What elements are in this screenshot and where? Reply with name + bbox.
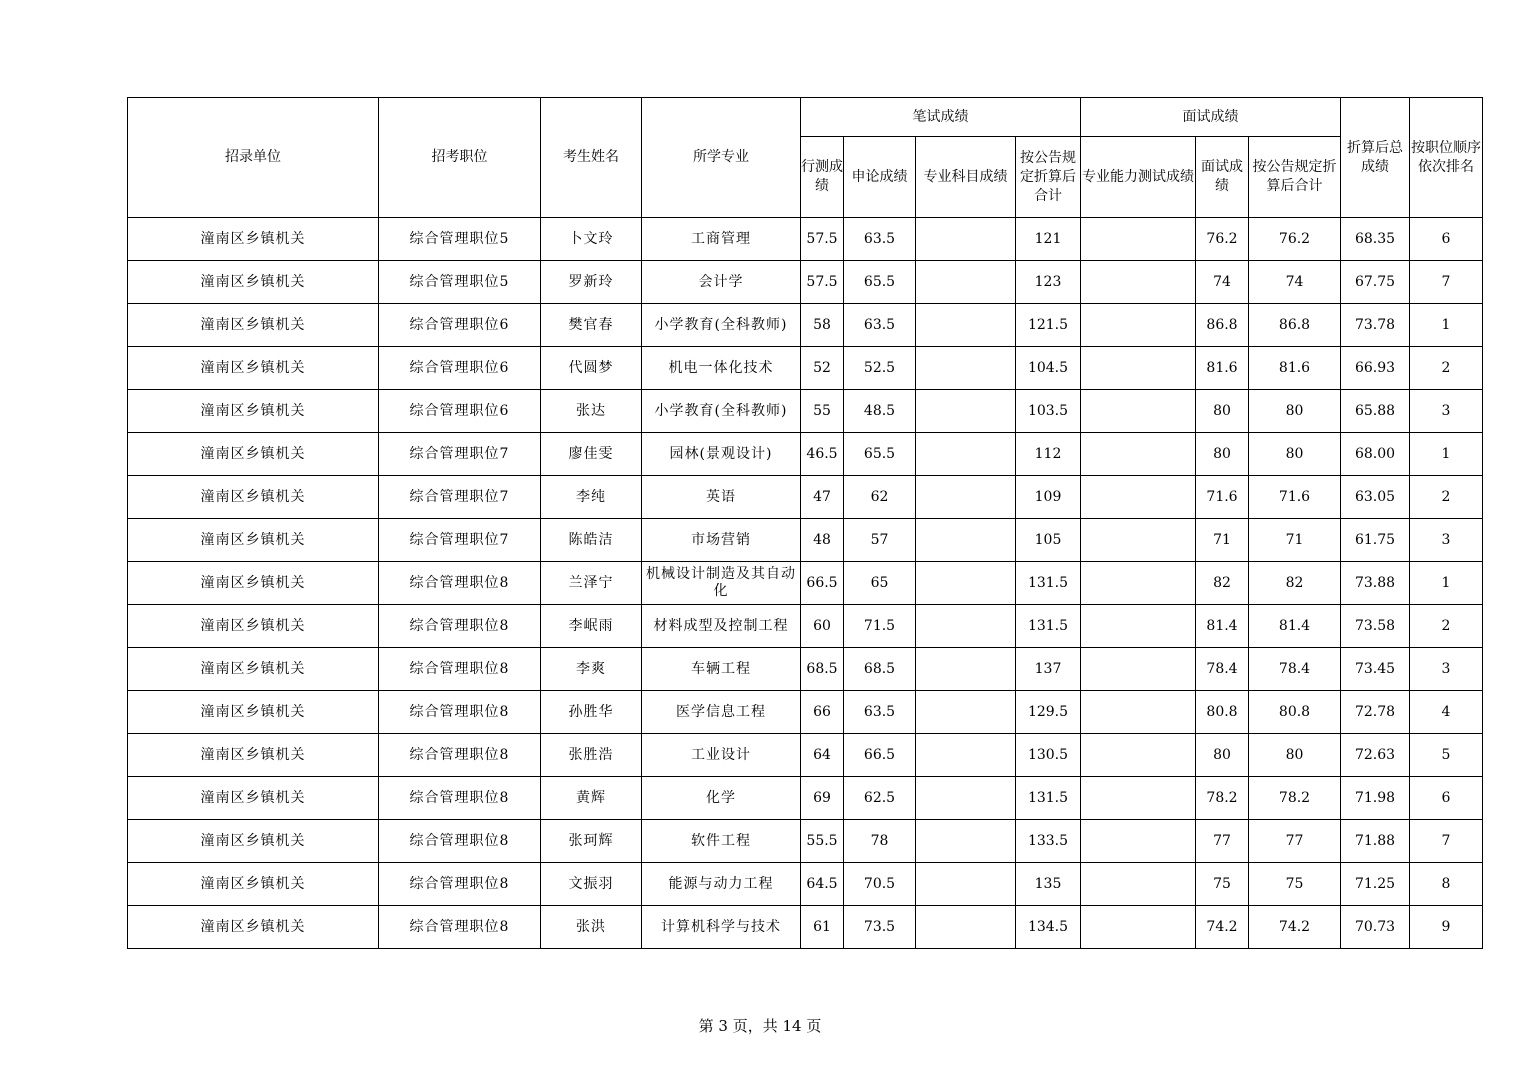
position-cell: 综合管理职位8 [379, 734, 541, 777]
subject-cell [916, 304, 1016, 347]
header-interview: 面试成绩 [1196, 137, 1249, 218]
interview-total-cell: 81.6 [1249, 347, 1341, 390]
name-cell: 代圆梦 [541, 347, 642, 390]
xingce-cell: 57.5 [801, 218, 844, 261]
table-row [128, 777, 1483, 820]
final-total-cell: 71.98 [1341, 777, 1410, 820]
ability-cell [1081, 906, 1196, 949]
header-interview-group: 面试成绩 [1081, 98, 1341, 137]
header-name: 考生姓名 [541, 98, 642, 218]
shenlun-cell: 63.5 [844, 691, 916, 734]
interview-cell: 77 [1196, 820, 1249, 863]
final-total-cell: 68.00 [1341, 433, 1410, 476]
ability-cell [1081, 863, 1196, 906]
rank-cell: 8 [1410, 863, 1483, 906]
written-total-cell: 131.5 [1016, 777, 1081, 820]
position-cell: 综合管理职位8 [379, 562, 541, 605]
header-unit: 招录单位 [128, 98, 379, 218]
written-total-cell: 135 [1016, 863, 1081, 906]
interview-total-cell: 71 [1249, 519, 1341, 562]
unit-cell: 潼南区乡镇机关 [128, 218, 379, 261]
interview-cell: 78.4 [1196, 648, 1249, 691]
score-rows [128, 218, 1483, 949]
shenlun-cell: 52.5 [844, 347, 916, 390]
table-row [128, 820, 1483, 863]
subject-cell [916, 777, 1016, 820]
major-cell: 工商管理 [642, 218, 801, 261]
major-cell: 工业设计 [642, 734, 801, 777]
shenlun-cell: 78 [844, 820, 916, 863]
name-cell: 李爽 [541, 648, 642, 691]
final-total-cell: 73.45 [1341, 648, 1410, 691]
header-ability: 专业能力测试成绩 [1081, 137, 1196, 218]
subject-cell [916, 605, 1016, 648]
table-row [128, 261, 1483, 304]
header-major: 所学专业 [642, 98, 801, 218]
position-cell: 综合管理职位7 [379, 476, 541, 519]
interview-cell: 75 [1196, 863, 1249, 906]
table-row [128, 304, 1483, 347]
table-row [128, 347, 1483, 390]
subject-cell [916, 261, 1016, 304]
ability-cell [1081, 519, 1196, 562]
final-total-cell: 71.25 [1341, 863, 1410, 906]
interview-cell: 74 [1196, 261, 1249, 304]
unit-cell: 潼南区乡镇机关 [128, 777, 379, 820]
xingce-cell: 60 [801, 605, 844, 648]
major-cell: 材料成型及控制工程 [642, 605, 801, 648]
interview-total-cell: 80 [1249, 433, 1341, 476]
name-cell: 廖佳雯 [541, 433, 642, 476]
header-xingce: 行测成绩 [801, 137, 844, 218]
written-total-cell: 131.5 [1016, 562, 1081, 605]
rank-cell: 5 [1410, 734, 1483, 777]
table-row [128, 691, 1483, 734]
name-cell: 张达 [541, 390, 642, 433]
header-interview-total: 按公告规定折算后合计 [1249, 137, 1341, 218]
major-cell: 计算机科学与技术 [642, 906, 801, 949]
xingce-cell: 61 [801, 906, 844, 949]
name-cell: 张洪 [541, 906, 642, 949]
position-cell: 综合管理职位6 [379, 390, 541, 433]
unit-cell: 潼南区乡镇机关 [128, 347, 379, 390]
final-total-cell: 61.75 [1341, 519, 1410, 562]
written-total-cell: 129.5 [1016, 691, 1081, 734]
rank-cell: 2 [1410, 476, 1483, 519]
rank-cell: 1 [1410, 433, 1483, 476]
written-total-cell: 103.5 [1016, 390, 1081, 433]
shenlun-cell: 70.5 [844, 863, 916, 906]
subject-cell [916, 863, 1016, 906]
name-cell: 李岷雨 [541, 605, 642, 648]
xingce-cell: 47 [801, 476, 844, 519]
interview-cell: 80 [1196, 734, 1249, 777]
position-cell: 综合管理职位8 [379, 863, 541, 906]
unit-cell: 潼南区乡镇机关 [128, 648, 379, 691]
final-total-cell: 71.88 [1341, 820, 1410, 863]
interview-cell: 86.8 [1196, 304, 1249, 347]
header-subject: 专业科目成绩 [916, 137, 1016, 218]
xingce-cell: 69 [801, 777, 844, 820]
final-total-cell: 73.58 [1341, 605, 1410, 648]
name-cell: 黄辉 [541, 777, 642, 820]
position-cell: 综合管理职位8 [379, 648, 541, 691]
interview-cell: 80.8 [1196, 691, 1249, 734]
interview-cell: 74.2 [1196, 906, 1249, 949]
major-cell: 小学教育(全科教师) [642, 304, 801, 347]
name-cell: 文振羽 [541, 863, 642, 906]
name-cell: 陈皓洁 [541, 519, 642, 562]
written-total-cell: 105 [1016, 519, 1081, 562]
xingce-cell: 58 [801, 304, 844, 347]
rank-cell: 3 [1410, 648, 1483, 691]
header-position: 招考职位 [379, 98, 541, 218]
unit-cell: 潼南区乡镇机关 [128, 519, 379, 562]
table-row [128, 863, 1483, 906]
interview-total-cell: 77 [1249, 820, 1341, 863]
interview-total-cell: 78.2 [1249, 777, 1341, 820]
ability-cell [1081, 476, 1196, 519]
ability-cell [1081, 562, 1196, 605]
unit-cell: 潼南区乡镇机关 [128, 906, 379, 949]
written-total-cell: 112 [1016, 433, 1081, 476]
shenlun-cell: 63.5 [844, 304, 916, 347]
name-cell: 兰泽宁 [541, 562, 642, 605]
final-total-cell: 72.63 [1341, 734, 1410, 777]
major-cell: 机电一体化技术 [642, 347, 801, 390]
final-total-cell: 73.78 [1341, 304, 1410, 347]
final-total-cell: 66.93 [1341, 347, 1410, 390]
subject-cell [916, 906, 1016, 949]
xingce-cell: 55 [801, 390, 844, 433]
xingce-cell: 55.5 [801, 820, 844, 863]
ability-cell [1081, 347, 1196, 390]
ability-cell [1081, 691, 1196, 734]
name-cell: 罗新玲 [541, 261, 642, 304]
xingce-cell: 46.5 [801, 433, 844, 476]
header-shenlun: 申论成绩 [844, 137, 916, 218]
name-cell: 张胜浩 [541, 734, 642, 777]
name-cell: 樊官春 [541, 304, 642, 347]
position-cell: 综合管理职位8 [379, 605, 541, 648]
rank-cell: 4 [1410, 691, 1483, 734]
rank-cell: 7 [1410, 261, 1483, 304]
rank-cell: 2 [1410, 605, 1483, 648]
written-total-cell: 121 [1016, 218, 1081, 261]
unit-cell: 潼南区乡镇机关 [128, 390, 379, 433]
position-cell: 综合管理职位6 [379, 304, 541, 347]
interview-total-cell: 78.4 [1249, 648, 1341, 691]
shenlun-cell: 57 [844, 519, 916, 562]
page-footer: 第 3 页，共 14 页 [698, 1017, 822, 1035]
rank-cell: 2 [1410, 347, 1483, 390]
position-cell: 综合管理职位8 [379, 777, 541, 820]
subject-cell [916, 519, 1016, 562]
major-cell: 园林(景观设计) [642, 433, 801, 476]
ability-cell [1081, 777, 1196, 820]
header-written-group: 笔试成绩 [801, 98, 1081, 137]
interview-total-cell: 81.4 [1249, 605, 1341, 648]
position-cell: 综合管理职位6 [379, 347, 541, 390]
ability-cell [1081, 390, 1196, 433]
interview-total-cell: 80 [1249, 390, 1341, 433]
unit-cell: 潼南区乡镇机关 [128, 691, 379, 734]
written-total-cell: 133.5 [1016, 820, 1081, 863]
position-cell: 综合管理职位5 [379, 218, 541, 261]
ability-cell [1081, 304, 1196, 347]
header-rank: 按职位顺序依次排名 [1410, 98, 1483, 218]
major-cell: 会计学 [642, 261, 801, 304]
interview-cell: 81.4 [1196, 605, 1249, 648]
rank-cell: 3 [1410, 519, 1483, 562]
written-total-cell: 109 [1016, 476, 1081, 519]
final-total-cell: 63.05 [1341, 476, 1410, 519]
name-cell: 张珂辉 [541, 820, 642, 863]
xingce-cell: 66 [801, 691, 844, 734]
written-total-cell: 104.5 [1016, 347, 1081, 390]
shenlun-cell: 68.5 [844, 648, 916, 691]
interview-total-cell: 86.8 [1249, 304, 1341, 347]
xingce-cell: 52 [801, 347, 844, 390]
interview-cell: 71 [1196, 519, 1249, 562]
written-total-cell: 131.5 [1016, 605, 1081, 648]
name-cell: 李纯 [541, 476, 642, 519]
final-total-cell: 67.75 [1341, 261, 1410, 304]
major-cell: 化学 [642, 777, 801, 820]
unit-cell: 潼南区乡镇机关 [128, 433, 379, 476]
interview-cell: 78.2 [1196, 777, 1249, 820]
table-row [128, 433, 1483, 476]
final-total-cell: 70.73 [1341, 906, 1410, 949]
header-written-total: 按公告规定折算后合计 [1016, 137, 1081, 218]
interview-total-cell: 75 [1249, 863, 1341, 906]
shenlun-cell: 66.5 [844, 734, 916, 777]
table-row [128, 648, 1483, 691]
major-cell: 能源与动力工程 [642, 863, 801, 906]
shenlun-cell: 48.5 [844, 390, 916, 433]
xingce-cell: 48 [801, 519, 844, 562]
position-cell: 综合管理职位5 [379, 261, 541, 304]
shenlun-cell: 62 [844, 476, 916, 519]
ability-cell [1081, 605, 1196, 648]
subject-cell [916, 691, 1016, 734]
ability-cell [1081, 218, 1196, 261]
rank-cell: 1 [1410, 304, 1483, 347]
shenlun-cell: 65.5 [844, 261, 916, 304]
name-cell: 卜文玲 [541, 218, 642, 261]
written-total-cell: 123 [1016, 261, 1081, 304]
interview-cell: 81.6 [1196, 347, 1249, 390]
subject-cell [916, 476, 1016, 519]
ability-cell [1081, 433, 1196, 476]
rank-cell: 9 [1410, 906, 1483, 949]
xingce-cell: 66.5 [801, 562, 844, 605]
written-total-cell: 137 [1016, 648, 1081, 691]
xingce-cell: 57.5 [801, 261, 844, 304]
rank-cell: 6 [1410, 218, 1483, 261]
unit-cell: 潼南区乡镇机关 [128, 562, 379, 605]
major-cell: 车辆工程 [642, 648, 801, 691]
shenlun-cell: 71.5 [844, 605, 916, 648]
unit-cell: 潼南区乡镇机关 [128, 605, 379, 648]
position-cell: 综合管理职位8 [379, 820, 541, 863]
interview-total-cell: 82 [1249, 562, 1341, 605]
major-cell: 医学信息工程 [642, 691, 801, 734]
subject-cell [916, 347, 1016, 390]
unit-cell: 潼南区乡镇机关 [128, 820, 379, 863]
table-row [128, 734, 1483, 777]
subject-cell [916, 218, 1016, 261]
interview-cell: 80 [1196, 390, 1249, 433]
position-cell: 综合管理职位7 [379, 519, 541, 562]
rank-cell: 3 [1410, 390, 1483, 433]
table-row [128, 519, 1483, 562]
interview-total-cell: 80.8 [1249, 691, 1341, 734]
table-row [128, 476, 1483, 519]
major-cell: 机械设计制造及其自动化 [642, 562, 801, 605]
ability-cell [1081, 734, 1196, 777]
major-cell: 小学教育(全科教师) [642, 390, 801, 433]
major-cell: 英语 [642, 476, 801, 519]
shenlun-cell: 63.5 [844, 218, 916, 261]
header-final-total: 折算后总成绩 [1341, 98, 1410, 218]
subject-cell [916, 562, 1016, 605]
subject-cell [916, 433, 1016, 476]
major-cell: 市场营销 [642, 519, 801, 562]
rank-cell: 1 [1410, 562, 1483, 605]
written-total-cell: 121.5 [1016, 304, 1081, 347]
position-cell: 综合管理职位8 [379, 906, 541, 949]
table-row [128, 906, 1483, 949]
position-cell: 综合管理职位7 [379, 433, 541, 476]
table-row [128, 390, 1483, 433]
unit-cell: 潼南区乡镇机关 [128, 734, 379, 777]
interview-cell: 82 [1196, 562, 1249, 605]
xingce-cell: 64.5 [801, 863, 844, 906]
unit-cell: 潼南区乡镇机关 [128, 304, 379, 347]
table-row [128, 218, 1483, 261]
shenlun-cell: 62.5 [844, 777, 916, 820]
final-total-cell: 72.78 [1341, 691, 1410, 734]
ability-cell [1081, 648, 1196, 691]
written-total-cell: 130.5 [1016, 734, 1081, 777]
final-total-cell: 73.88 [1341, 562, 1410, 605]
score-table [127, 97, 1483, 949]
interview-cell: 80 [1196, 433, 1249, 476]
shenlun-cell: 65.5 [844, 433, 916, 476]
ability-cell [1081, 820, 1196, 863]
interview-cell: 71.6 [1196, 476, 1249, 519]
unit-cell: 潼南区乡镇机关 [128, 863, 379, 906]
subject-cell [916, 734, 1016, 777]
rank-cell: 6 [1410, 777, 1483, 820]
interview-total-cell: 74 [1249, 261, 1341, 304]
name-cell: 孙胜华 [541, 691, 642, 734]
shenlun-cell: 73.5 [844, 906, 916, 949]
interview-total-cell: 74.2 [1249, 906, 1341, 949]
shenlun-cell: 65 [844, 562, 916, 605]
major-cell: 软件工程 [642, 820, 801, 863]
final-total-cell: 68.35 [1341, 218, 1410, 261]
table-row [128, 605, 1483, 648]
subject-cell [916, 820, 1016, 863]
interview-total-cell: 80 [1249, 734, 1341, 777]
unit-cell: 潼南区乡镇机关 [128, 261, 379, 304]
interview-total-cell: 71.6 [1249, 476, 1341, 519]
ability-cell [1081, 261, 1196, 304]
unit-cell: 潼南区乡镇机关 [128, 476, 379, 519]
subject-cell [916, 390, 1016, 433]
interview-total-cell: 76.2 [1249, 218, 1341, 261]
written-total-cell: 134.5 [1016, 906, 1081, 949]
final-total-cell: 65.88 [1341, 390, 1410, 433]
xingce-cell: 64 [801, 734, 844, 777]
interview-cell: 76.2 [1196, 218, 1249, 261]
rank-cell: 7 [1410, 820, 1483, 863]
subject-cell [916, 648, 1016, 691]
table-row [128, 562, 1483, 605]
position-cell: 综合管理职位8 [379, 691, 541, 734]
xingce-cell: 68.5 [801, 648, 844, 691]
